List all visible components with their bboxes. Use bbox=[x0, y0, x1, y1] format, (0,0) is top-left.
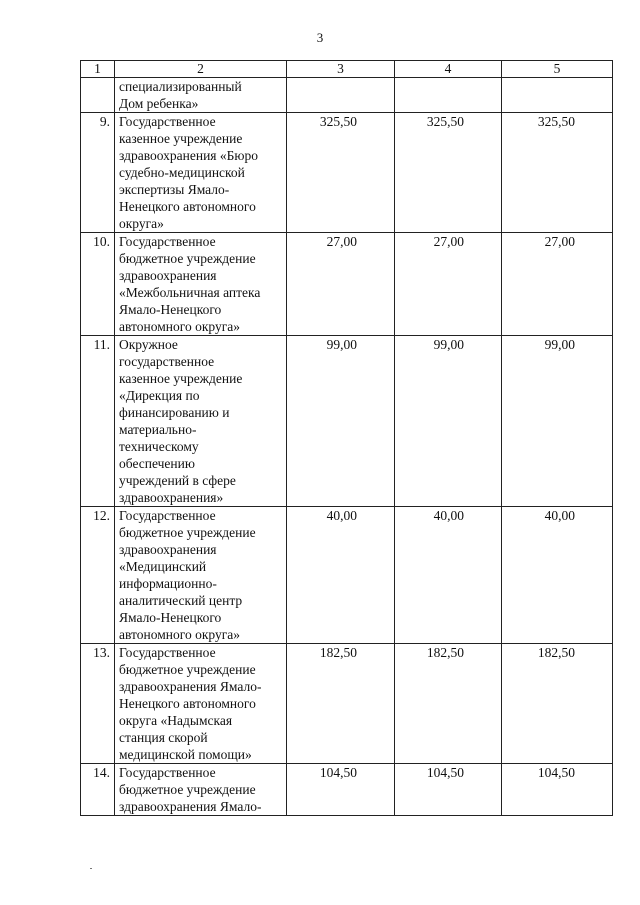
header-col-3: 3 bbox=[287, 61, 395, 78]
value-col-5: 40,00 bbox=[502, 507, 613, 644]
name-line: автономного округа» bbox=[119, 319, 240, 334]
institution-name bbox=[115, 764, 287, 816]
table-row bbox=[81, 336, 613, 507]
row-number: 9. bbox=[81, 113, 115, 233]
name-line: здравоохранения bbox=[119, 268, 217, 283]
value-col-3: 40,00 bbox=[287, 507, 395, 644]
name-line: Ямало-Ненецкого bbox=[119, 302, 222, 317]
header-col-1: 1 bbox=[81, 61, 115, 78]
continuation-cell-3 bbox=[287, 78, 395, 113]
name-line: здравоохранения bbox=[119, 542, 217, 557]
allocation-table bbox=[80, 60, 613, 816]
row-number: 14. bbox=[81, 764, 115, 816]
name-line: Ямало-Ненецкого bbox=[119, 610, 222, 625]
value-col-3: 104,50 bbox=[287, 764, 395, 816]
value-col-5: 27,00 bbox=[502, 233, 613, 336]
name-line: аналитический центр bbox=[119, 593, 243, 608]
value-col-3: 99,00 bbox=[287, 336, 395, 507]
name-line: округа «Надымская bbox=[119, 713, 233, 728]
name-line: «Межбольничная аптека bbox=[119, 285, 261, 300]
institution-name bbox=[115, 113, 287, 233]
continuation-name bbox=[115, 78, 287, 113]
value-col-4: 104,50 bbox=[395, 764, 502, 816]
value-col-5: 182,50 bbox=[502, 644, 613, 764]
value-col-3: 325,50 bbox=[287, 113, 395, 233]
name-line: Государственное bbox=[119, 645, 216, 660]
name-line: информационно- bbox=[119, 576, 217, 591]
table-row bbox=[81, 233, 613, 336]
row-number: 11. bbox=[81, 336, 115, 507]
continuation-row bbox=[81, 78, 613, 113]
scan-speck bbox=[90, 868, 92, 869]
value-col-5: 99,00 bbox=[502, 336, 613, 507]
name-line: «Дирекция по bbox=[119, 388, 200, 403]
header-col-4: 4 bbox=[395, 61, 502, 78]
name-line: специализированный bbox=[119, 79, 242, 94]
value-col-4: 99,00 bbox=[395, 336, 502, 507]
row-number: 13. bbox=[81, 644, 115, 764]
table-row bbox=[81, 764, 613, 816]
name-line: Ненецкого автономного bbox=[119, 696, 256, 711]
name-line: бюджетное учреждение bbox=[119, 782, 256, 797]
name-line: экспертизы Ямало- bbox=[119, 182, 230, 197]
name-line: «Медицинский bbox=[119, 559, 207, 574]
name-line: обеспечению bbox=[119, 456, 195, 471]
name-line: техническому bbox=[119, 439, 199, 454]
value-col-4: 325,50 bbox=[395, 113, 502, 233]
name-line: бюджетное учреждение bbox=[119, 251, 256, 266]
name-line: Государственное bbox=[119, 765, 216, 780]
header-col-5: 5 bbox=[502, 61, 613, 78]
name-line: медицинской помощи» bbox=[119, 747, 252, 762]
name-line: Ненецкого автономного bbox=[119, 199, 256, 214]
name-line: казенное учреждение bbox=[119, 131, 243, 146]
name-line: округа» bbox=[119, 216, 164, 231]
value-col-5: 104,50 bbox=[502, 764, 613, 816]
row-number: 10. bbox=[81, 233, 115, 336]
name-line: учреждений в сфере bbox=[119, 473, 236, 488]
value-col-4: 27,00 bbox=[395, 233, 502, 336]
page-number: 3 bbox=[316, 30, 324, 45]
name-line: казенное учреждение bbox=[119, 371, 243, 386]
continuation-num bbox=[81, 78, 115, 113]
table-row bbox=[81, 644, 613, 764]
value-col-4: 182,50 bbox=[395, 644, 502, 764]
name-line: бюджетное учреждение bbox=[119, 662, 256, 677]
institution-name bbox=[115, 336, 287, 507]
name-line: здравоохранения» bbox=[119, 490, 224, 505]
institution-name bbox=[115, 233, 287, 336]
value-col-3: 182,50 bbox=[287, 644, 395, 764]
name-line: государственное bbox=[119, 354, 215, 369]
institution-name bbox=[115, 644, 287, 764]
continuation-cell-4 bbox=[395, 78, 502, 113]
table-row bbox=[81, 507, 613, 644]
value-col-3: 27,00 bbox=[287, 233, 395, 336]
table-row bbox=[81, 113, 613, 233]
name-line: здравоохранения «Бюро bbox=[119, 148, 258, 163]
name-line: Дом ребенка» bbox=[119, 96, 199, 111]
name-line: бюджетное учреждение bbox=[119, 525, 256, 540]
name-line: Государственное bbox=[119, 114, 216, 129]
value-col-5: 325,50 bbox=[502, 113, 613, 233]
row-number: 12. bbox=[81, 507, 115, 644]
institution-name bbox=[115, 507, 287, 644]
name-line: станция скорой bbox=[119, 730, 208, 745]
name-line: здравоохранения Ямало- bbox=[119, 799, 262, 814]
name-line: автономного округа» bbox=[119, 627, 240, 642]
continuation-cell-5 bbox=[502, 78, 613, 113]
name-line: здравоохранения Ямало- bbox=[119, 679, 262, 694]
header-row bbox=[81, 61, 613, 78]
header-col-2: 2 bbox=[115, 61, 287, 78]
name-line: Государственное bbox=[119, 508, 216, 523]
name-line: Окружное bbox=[119, 337, 178, 352]
name-line: Государственное bbox=[119, 234, 216, 249]
value-col-4: 40,00 bbox=[395, 507, 502, 644]
name-line: судебно-медицинской bbox=[119, 165, 245, 180]
name-line: материально- bbox=[119, 422, 197, 437]
name-line: финансированию и bbox=[119, 405, 230, 420]
